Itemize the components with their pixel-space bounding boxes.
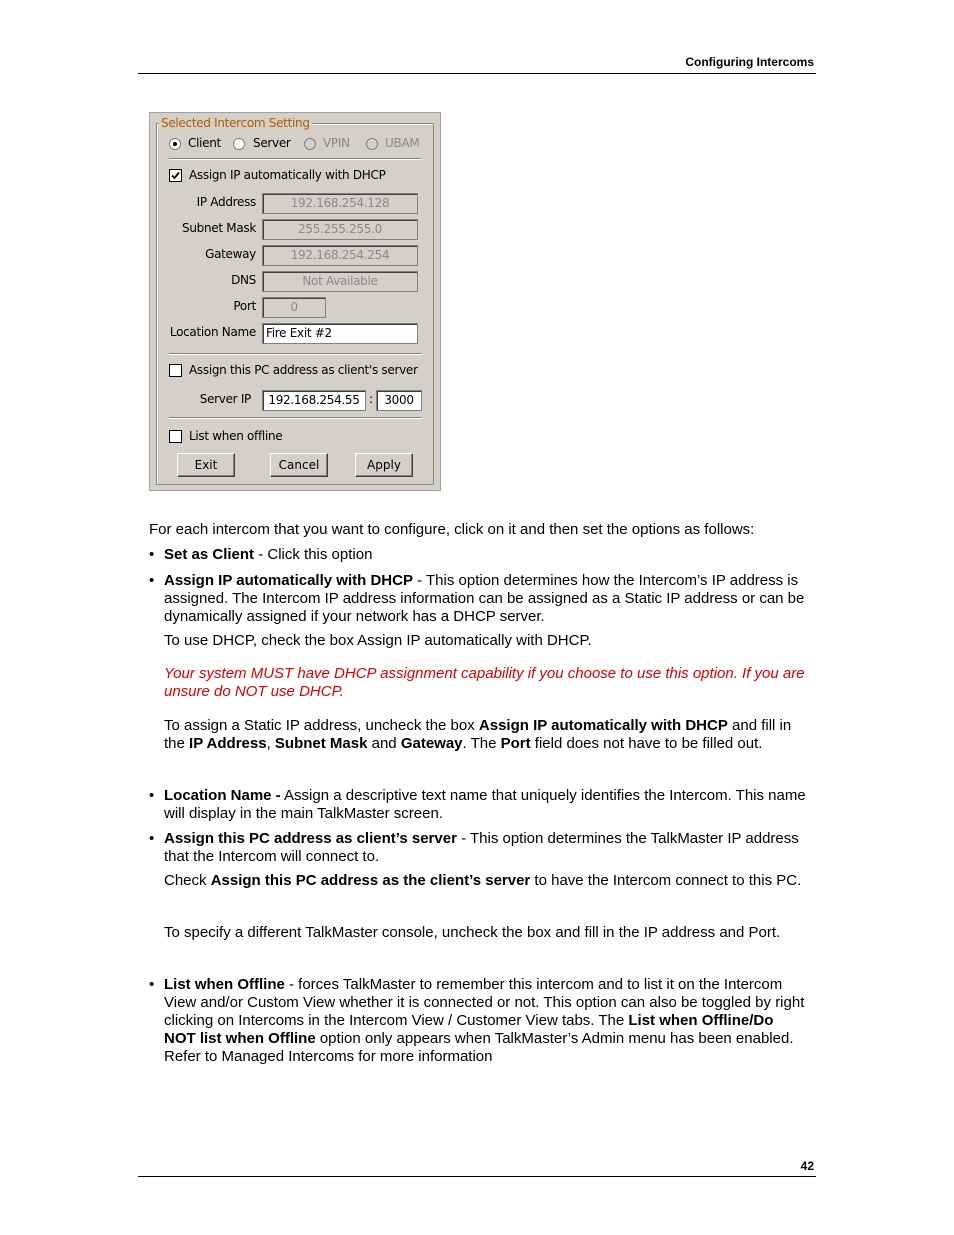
vpin-radio-label: VPIN <box>323 136 350 150</box>
dns-field[interactable]: Not Available <box>262 271 418 292</box>
desc: - Click this option <box>254 546 373 563</box>
footer-rule <box>138 1176 816 1177</box>
bullet: • <box>149 546 155 563</box>
desc: Assign a descriptive text name that uniquely identifies the Intercom. This name will display in the main TalkMaster screen. <box>164 787 806 822</box>
desc: option only appears when TalkMaster’s Admin menu has been enabled. Refer to Managed Intercoms for more information <box>164 1030 794 1065</box>
exit-button[interactable]: Exit <box>177 453 235 477</box>
b: Subnet Mask <box>274 735 368 752</box>
port-separator: : <box>369 392 373 406</box>
bullet: • <box>149 787 155 804</box>
dhcp-checkbox-label: Assign IP automatically with DHCP <box>189 168 386 182</box>
term: Assign this PC address as client’s server <box>164 830 457 847</box>
location-name-label: Location Name <box>169 325 256 339</box>
bullet-set-client <box>164 546 809 564</box>
t: to have the Intercom connect to this PC. <box>530 872 802 889</box>
t: To assign a Static IP address, uncheck the box <box>164 717 479 734</box>
server-checkbox-label: Assign this PC address as client's server <box>189 363 418 377</box>
bullet-dhcp <box>164 572 809 626</box>
separator <box>169 353 421 355</box>
server-radio[interactable] <box>233 138 245 150</box>
bullet-server <box>164 830 809 866</box>
ubam-radio-label: UBAM <box>385 136 420 150</box>
ubam-radio[interactable] <box>366 138 378 150</box>
bullet: • <box>149 976 155 993</box>
b: Gateway <box>400 735 463 752</box>
t: field does not have to be filled out. <box>530 735 763 752</box>
subnet-mask-label: Subnet Mask <box>182 221 256 235</box>
cancel-button[interactable]: Cancel <box>270 453 328 477</box>
t: and <box>367 735 401 752</box>
vpin-radio[interactable] <box>304 138 316 150</box>
separator <box>169 417 421 419</box>
b: Assign IP automatically with DHCP <box>478 717 728 734</box>
bullet: • <box>149 572 155 589</box>
server-ip-field[interactable]: 192.168.254.55 <box>262 390 366 411</box>
server-instruction <box>164 872 809 890</box>
ip-address-label: IP Address <box>196 195 256 209</box>
server-radio-label: Server <box>253 136 291 150</box>
server-checkbox[interactable] <box>169 364 182 377</box>
server-port-field[interactable]: 3000 <box>376 390 422 411</box>
term: List when Offline/Do NOT list when Offline <box>164 1012 774 1047</box>
bullet-list-offline <box>164 976 809 1066</box>
intro-text: For each intercom that you want to configure, click on it and then set the options as follows: <box>149 521 755 538</box>
checkmark-icon <box>170 170 181 181</box>
subnet-mask-field[interactable]: 255.255.255.0 <box>262 219 418 240</box>
b: IP Address <box>189 735 267 752</box>
intercom-settings-dialog <box>149 112 441 491</box>
port-label: Port <box>233 299 256 313</box>
list-offline-label: List when offline <box>189 429 283 443</box>
desc: - This option determines how the Intercom’s IP address is assigned. The Intercom IP address information can be assigned as a Static IP address or can be dynamically assigned if your network has a DHCP server. <box>164 572 805 625</box>
dhcp-checkbox[interactable] <box>169 169 182 182</box>
separator <box>169 158 421 160</box>
t: , <box>266 735 275 752</box>
ip-address-field[interactable]: 192.168.254.128 <box>262 193 418 214</box>
client-radio-label: Client <box>188 136 221 150</box>
bullet-location-name <box>164 787 809 823</box>
desc: - forces TalkMaster to remember this intercom and to list it on the Intercom View and/or Custom View whether it is connected or not. This option can also be toggled by right clicking on Intercoms in the Intercom View / Customer View tabs. The <box>164 976 805 1029</box>
b: Port <box>500 735 531 752</box>
gateway-label: Gateway <box>205 247 256 261</box>
term: Set as Client <box>164 546 255 563</box>
server-ip-label: Server IP <box>199 392 251 406</box>
header-rule <box>138 73 816 74</box>
static-ip-instruction <box>164 717 809 753</box>
dhcp-instruction: To use DHCP, check the box Assign IP automatically with DHCP. <box>164 632 592 649</box>
server-alt-instruction: To specify a different TalkMaster console, uncheck the box and fill in the IP address and Port. <box>164 924 781 941</box>
term: List when Offline <box>164 976 285 993</box>
t: . The <box>462 735 501 752</box>
group-title: Selected Intercom Setting <box>161 116 310 130</box>
desc: - This option determines the TalkMaster IP address that the Intercom will connect to. <box>164 830 799 865</box>
term: Location Name - <box>164 787 281 804</box>
apply-button[interactable]: Apply <box>355 453 413 477</box>
t: Check <box>164 872 211 889</box>
location-name-field[interactable]: Fire Exit #2 <box>262 323 418 344</box>
section-header: Configuring Intercoms <box>685 55 814 69</box>
page-number: 42 <box>800 1159 814 1173</box>
dhcp-warning: Your system MUST have DHCP assignment capability if you choose to use this option. If you are unsure do NOT use DHCP. <box>164 665 805 700</box>
t: and fill in the <box>164 717 792 752</box>
client-radio[interactable] <box>169 138 181 150</box>
port-field[interactable]: 0 <box>262 297 326 318</box>
b: Assign this PC address as the client’s server <box>210 872 531 889</box>
bullet: • <box>149 830 155 847</box>
gateway-field[interactable]: 192.168.254.254 <box>262 245 418 266</box>
dns-label: DNS <box>231 273 256 287</box>
list-offline-checkbox[interactable] <box>169 430 182 443</box>
term: Assign IP automatically with DHCP <box>164 572 413 589</box>
